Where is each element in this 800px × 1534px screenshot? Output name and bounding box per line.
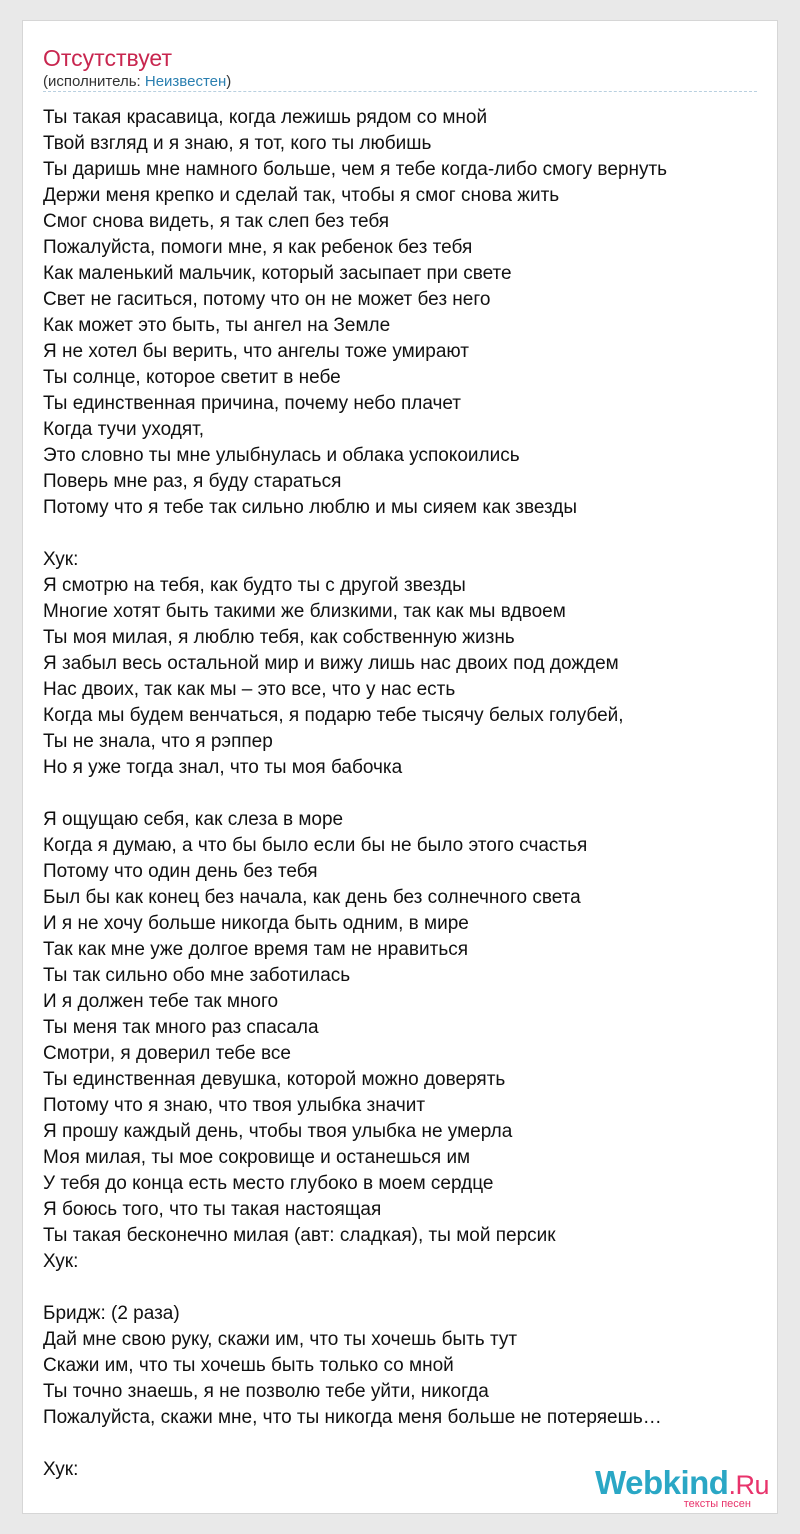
lyric-line: Это словно ты мне улыбнулась и облака успокоились <box>43 445 520 466</box>
lyric-line: Нас двоих, так как мы – это все, что у нас есть <box>43 679 456 700</box>
lyric-line: Хук: <box>43 549 79 570</box>
title-divider <box>43 91 757 92</box>
lyric-line: Так как мне уже долгое время там не нравиться <box>43 939 469 960</box>
lyric-line: Ты так сильно обо мне заботилась <box>43 965 351 986</box>
lyric-line: Ты единственная девушка, которой можно доверять <box>43 1069 506 1090</box>
lyric-line: Потому что я знаю, что твоя улыбка значит <box>43 1095 426 1116</box>
lyric-line: Смотри, я доверил тебе все <box>43 1043 291 1064</box>
lyric-line: Потому что я тебе так сильно люблю и мы сияем как звезды <box>43 497 578 518</box>
lyric-line: Многие хотят быть такими же близкими, так как мы вдвоем <box>43 601 566 622</box>
lyric-line: Хук: <box>43 1459 79 1480</box>
lyric-line: Пожалуйста, скажи мне, что ты никогда меня больше не потеряешь… <box>43 1407 662 1428</box>
artist-suffix: ) <box>226 73 232 90</box>
lyric-line: Пожалуйста, помоги мне, я как ребенок без тебя <box>43 237 473 258</box>
site-logo[interactable] <box>595 1466 769 1510</box>
lyric-line: Как маленький мальчик, который засыпает при свете <box>43 263 512 284</box>
lyrics-card <box>22 20 778 1514</box>
lyric-line <box>43 521 759 547</box>
lyric-line: Я прошу каждый день, чтобы твоя улыбка не умерла <box>43 1121 513 1142</box>
lyric-line: Моя милая, ты мое сокровище и останешься им <box>43 1147 471 1168</box>
lyric-line <box>43 1275 759 1301</box>
lyric-line: Ты такая красавица, когда лежишь рядом со мной <box>43 107 488 128</box>
lyric-line: Потому что один день без тебя <box>43 861 318 882</box>
lyric-line: Свет не гаситься, потому что он не может без него <box>43 289 491 310</box>
lyric-line: Я не хотел бы верить, что ангелы тоже умирают <box>43 341 469 362</box>
artist-prefix: (исполнитель: <box>43 73 145 90</box>
lyric-line: Твой взгляд и я знаю, я тот, кого ты любишь <box>43 133 432 154</box>
logo-tagline: тексты песен <box>683 1498 751 1510</box>
lyric-line: Ты солнце, которое светит в небе <box>43 367 341 388</box>
lyric-line: Ты точно знаешь, я не позволю тебе уйти, никогда <box>43 1381 489 1402</box>
lyric-line: Держи меня крепко и сделай так, чтобы я смог снова жить <box>43 185 560 206</box>
logo-wordmark <box>595 1466 769 1502</box>
lyrics-text <box>43 105 759 1483</box>
song-title: Отсутствует <box>43 45 172 71</box>
lyric-line <box>43 1431 759 1457</box>
lyric-line: Скажи им, что ты хочешь быть только со мной <box>43 1355 454 1376</box>
logo-main-text: Webkind <box>595 1464 729 1501</box>
lyric-line: Был бы как конец без начала, как день без солнечного света <box>43 887 581 908</box>
lyric-line: Я боюсь того, что ты такая настоящая <box>43 1199 382 1220</box>
artist-line <box>43 72 231 92</box>
logo-ru-text: .Ru <box>728 1470 769 1500</box>
lyric-line: Но я уже тогда знал, что ты моя бабочка <box>43 757 403 778</box>
lyric-line: Смог снова видеть, я так слеп без тебя <box>43 211 390 232</box>
lyric-line: Когда мы будем венчаться, я подарю тебе тысячу белых голубей, <box>43 705 624 726</box>
lyric-line: И я должен тебе так много <box>43 991 279 1012</box>
lyric-line: Ты меня так много раз спасала <box>43 1017 319 1038</box>
lyric-line: Ты даришь мне намного больше, чем я тебе когда-либо смогу вернуть <box>43 159 668 180</box>
lyric-line: Хук: <box>43 1251 79 1272</box>
lyric-line: Ты единственная причина, почему небо плачет <box>43 393 462 414</box>
artist-link[interactable]: Неизвестен <box>144 73 227 90</box>
lyric-line: Как может это быть, ты ангел на Земле <box>43 315 391 336</box>
lyric-line: Поверь мне раз, я буду стараться <box>43 471 342 492</box>
lyric-line: Бридж: (2 раза) <box>43 1303 180 1324</box>
lyric-line: Я смотрю на тебя, как будто ты с другой звезды <box>43 575 466 596</box>
lyric-line: У тебя до конца есть место глубоко в моем сердце <box>43 1173 494 1194</box>
lyric-line: Я ощущаю себя, как слеза в море <box>43 809 344 830</box>
lyric-line: И я не хочу больше никогда быть одним, в мире <box>43 913 469 934</box>
lyric-line: Ты такая бесконечно милая (авт: сладкая), ты мой персик <box>43 1225 556 1246</box>
lyric-line: Ты не знала, что я рэппер <box>43 731 273 752</box>
lyric-line: Когда я думаю, а что бы было если бы не было этого счастья <box>43 835 588 856</box>
lyric-line: Я забыл весь остальной мир и вижу лишь нас двоих под дождем <box>43 653 619 674</box>
lyric-line: Ты моя милая, я люблю тебя, как собственную жизнь <box>43 627 515 648</box>
lyric-line: Когда тучи уходят, <box>43 419 205 440</box>
lyric-line: Дай мне свою руку, скажи им, что ты хочешь быть тут <box>43 1329 518 1350</box>
lyric-line <box>43 781 759 807</box>
